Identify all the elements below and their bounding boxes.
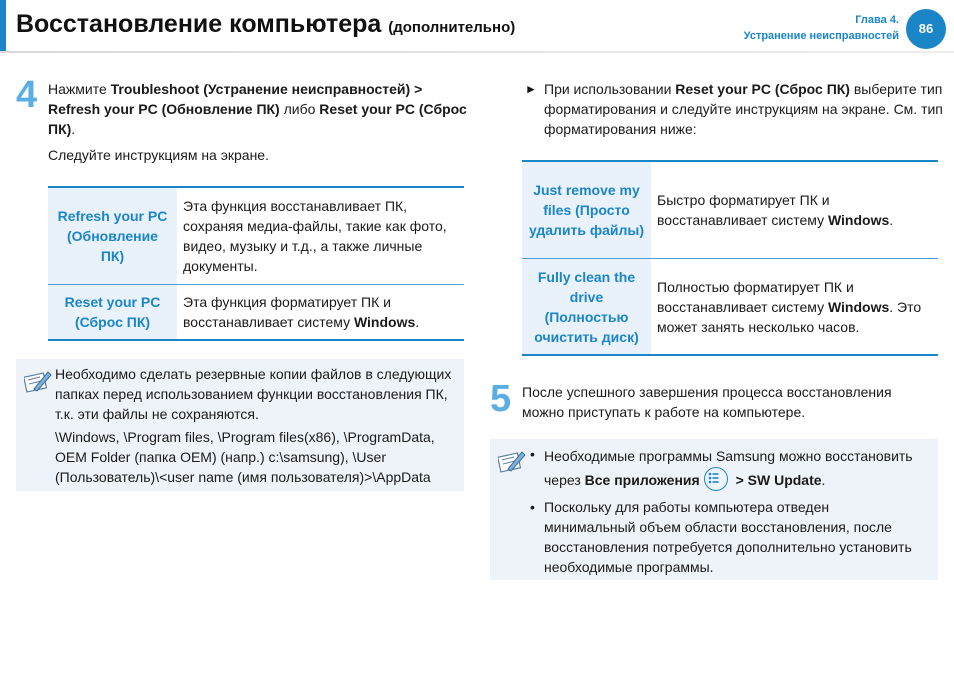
option-key-refresh: Refresh your PC (Обновление ПК) xyxy=(48,187,177,285)
page-number-badge: 86 xyxy=(906,9,946,49)
page-title: Восстановление компьютера (дополнительно) xyxy=(16,10,516,38)
format-desc-clean-drive: Полностью форматирует ПК и восстанавливает систему Windows. Это может занять несколько часов. xyxy=(651,259,938,356)
format-key-remove-files: Just remove my files (Просто удалить файлы) xyxy=(522,161,651,259)
step-number: 4 xyxy=(16,74,38,116)
option-desc-refresh: Эта функция восстанавливает ПК, сохраняя медиа-файлы, такие как фото, видео, музыку и т.д., а также личные документы. xyxy=(177,187,464,285)
backup-folders-text: \Windows, \Program files, \Program files(x86), \ProgramData, OEM Folder (папка OEM) (напр.) c:\samsung), \User (Пользователь)\<user name (имя пользователя)>\AppData xyxy=(55,429,435,485)
pointer-arrow-icon: ► xyxy=(525,82,537,96)
chapter-label: Глава 4. Устранение неисправностей xyxy=(743,14,899,42)
all-apps-icon xyxy=(704,467,728,491)
page-title-suffix: (дополнительно) xyxy=(388,19,516,36)
option-desc-reset: Эта функция форматирует ПК и восстанавливает систему Windows. xyxy=(177,285,464,341)
step-number: 5 xyxy=(490,378,512,420)
backup-note-text: Необходимо сделать резервные копии файлов в следующих папках перед использованием функции восстановления ПК, т.к. эти файлы не сохраняются. xyxy=(55,366,452,422)
step-follow-text: Следуйте инструкциям на экране. xyxy=(48,147,269,163)
header-accent-bar xyxy=(0,0,6,52)
note-pencil-icon xyxy=(24,369,52,393)
format-types-table xyxy=(522,160,938,356)
format-key-clean-drive: Fully clean the drive (Полностью очистить диск) xyxy=(522,259,651,356)
option-key-reset: Reset your PC (Сброс ПК) xyxy=(48,285,177,341)
step-instruction: Нажмите Troubleshoot (Устранение неисправностей) > Refresh your PC (Обновление ПК) либо Reset your PC (Сброс ПК). xyxy=(48,81,467,137)
note-pencil-icon xyxy=(498,449,526,473)
reset-intro-text: При использовании Reset your PC (Сброс ПК) выберите тип форматирования и следуйте инструкциям на экране. См. тип форматирования ниже: xyxy=(544,81,943,137)
bullet: • xyxy=(530,446,535,462)
format-desc-remove-files: Быстро форматирует ПК и восстанавливает систему Windows. xyxy=(651,161,938,259)
recovery-options-table xyxy=(48,186,464,341)
header-divider xyxy=(0,51,954,53)
backup-note xyxy=(16,359,464,491)
note-item-restore-apps: Необходимые программы Samsung можно восстановить через Все приложения > SW Update. xyxy=(544,444,924,493)
note-item-reinstall: Поскольку для работы компьютера отведен минимальный объем области восстановления, после восстановления потребуется дополнительно установить необходимые программы. xyxy=(544,499,912,575)
step-completion-text: После успешного завершения процесса восстановления можно приступать к работе на компьютере. xyxy=(522,384,892,420)
samsung-apps-note xyxy=(490,439,938,580)
bullet: • xyxy=(530,499,535,515)
